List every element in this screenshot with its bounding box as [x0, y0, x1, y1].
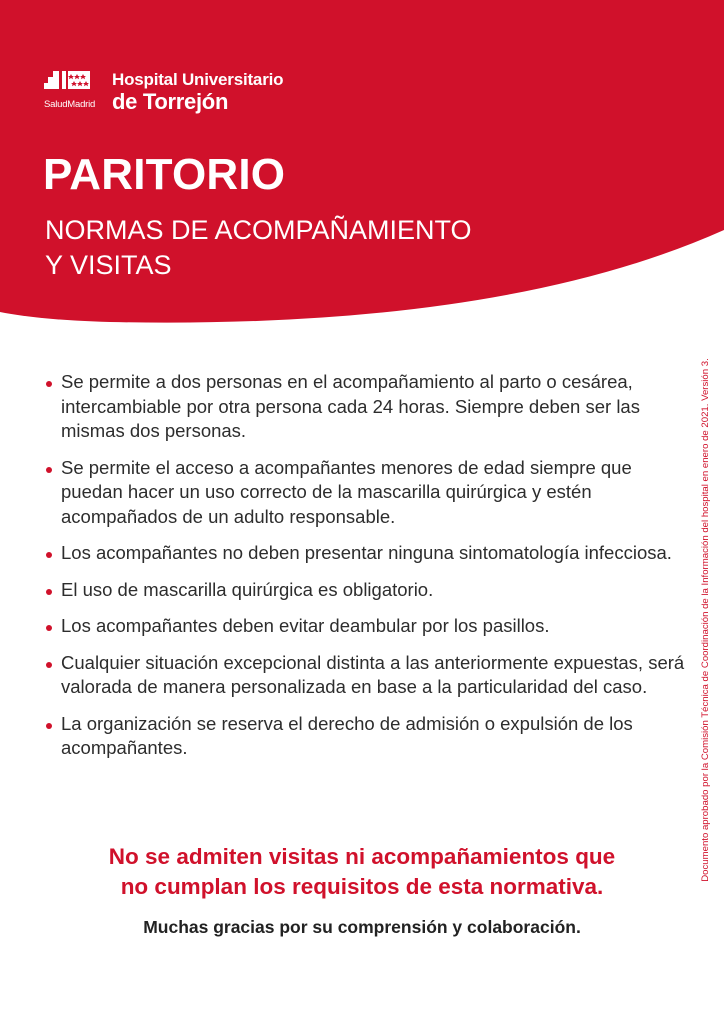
approval-note: Documento aprobado por la Comisión Técnica de Coordinación de la Información del hospital en enero de 2021. Versión 3.: [700, 358, 711, 882]
page-subtitle: [45, 213, 525, 283]
warning-line1: No se admiten visitas ni acompañamientos que: [108, 844, 616, 869]
rule-text: Los acompañantes no deben presentar ninguna sintomatología infecciosa.: [61, 542, 672, 563]
bullet-icon: [46, 589, 52, 595]
list-item: [46, 541, 686, 566]
rule-text: La organización se reserva el derecho de admisión o expulsión de los acompañantes.: [61, 712, 633, 758]
bullet-icon: [46, 552, 52, 558]
bullet-icon: [46, 662, 52, 668]
bullet-icon: [46, 467, 52, 473]
bullet-icon: [46, 723, 52, 729]
rule-text: Se permite a dos personas en el acompañamiento al parto o cesárea, intercambiable por otra persona cada 24 horas. Siempre deben ser las mismas dos personas.: [61, 371, 640, 441]
hospital-name-line2: de Torrejón: [112, 89, 229, 114]
logo-subtext: SaludMadrid: [44, 99, 96, 110]
warning-line2: no cumplan los requisitos de esta normativa.: [120, 874, 604, 899]
rule-text: Los acompañantes deben evitar deambular por los pasillos.: [61, 615, 550, 636]
list-item: [46, 614, 686, 639]
rule-text: Se permite el acceso a acompañantes menores de edad siempre que puedan hacer un uso correcto de la mascarilla quirúrgica y estén acompañados de un adulto responsable.: [61, 456, 632, 527]
hospital-name-line1: Hospital Universitario: [112, 70, 284, 89]
list-item: [46, 370, 686, 444]
list-item: [46, 712, 686, 761]
list-item: [46, 578, 686, 603]
rules-list: [46, 370, 686, 773]
bullet-icon: [46, 625, 52, 631]
warning-notice: [30, 842, 694, 902]
list-item: [46, 651, 686, 700]
page-title: PARITORIO: [43, 150, 286, 199]
thanks-message: Muchas gracias por su comprensión y colaboración.: [143, 917, 581, 937]
rule-text: Cualquier situación excepcional distinta a las anteriormente expuestas, será valorada de manera personalizada en base a la particularidad del caso.: [61, 651, 685, 697]
rule-text: El uso de mascarilla quirúrgica es obligatorio.: [61, 578, 434, 600]
subtitle-line1: NORMAS DE ACOMPAÑAMIENTO: [45, 215, 472, 245]
bullet-icon: [46, 381, 52, 387]
list-item: [46, 456, 686, 530]
subtitle-line2: Y VISITAS: [45, 250, 172, 280]
